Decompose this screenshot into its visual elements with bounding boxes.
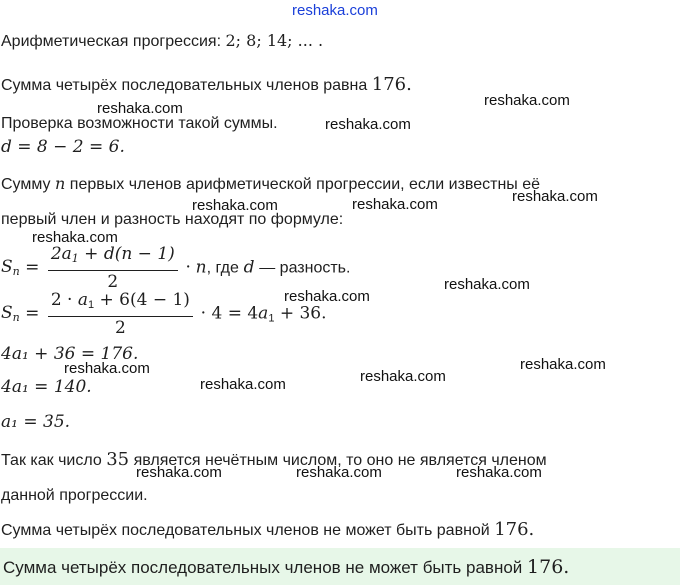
watermark: reshaka.com [284, 288, 370, 305]
watermark: reshaka.com [32, 229, 118, 246]
formula-intro-line-1 [1, 174, 540, 195]
watermark: reshaka.com [456, 464, 542, 481]
watermark: reshaka.com [484, 92, 570, 109]
watermark: reshaka.com [64, 360, 150, 377]
answer-text [3, 556, 569, 579]
sum-statement: Сумма четырёх последовательных членов равна [1, 77, 368, 94]
conclusion-line [1, 520, 534, 541]
site-logo[interactable]: reshaka.com [292, 2, 378, 19]
progression-terms: 2; 8; 14; ... . [225, 31, 324, 50]
sum-value: 176. [371, 74, 412, 95]
watermark: reshaka.com [360, 368, 446, 385]
equation-4a1: 4a₁ = 140. [1, 377, 92, 397]
odd-line-2: данной прогрессии. [1, 487, 148, 504]
formula-intro-1b: n [55, 174, 66, 193]
sum-formula: $S_n$ = $\frac{2a_1 + d(n - 1)}{2}$ · n, где d — разность. [1, 244, 351, 292]
watermark: reshaka.com [444, 276, 530, 293]
conclusion-text: Сумма четырёх последовательных членов не может быть равной [1, 522, 490, 539]
formula-intro-line-2: первый член и разность находят по формуле: [1, 211, 344, 228]
odd-1b: 35 [106, 449, 130, 470]
watermark: reshaka.com [136, 464, 222, 481]
watermark: reshaka.com [325, 116, 411, 133]
watermark: reshaka.com [520, 356, 606, 373]
odd-1a: Так как число [1, 452, 102, 469]
watermark: reshaka.com [512, 188, 598, 205]
progression-intro: Арифметическая прогрессия: [1, 33, 222, 50]
progression-line [1, 31, 323, 52]
equation-a1: a₁ = 35. [1, 412, 71, 432]
equation-4a1-36: 4a₁ + 36 = 176. [1, 344, 139, 364]
watermark: reshaka.com [192, 197, 278, 214]
formula-intro-1c: первых членов арифметической прогрессии, если известны её [69, 176, 541, 193]
watermark: reshaka.com [97, 100, 183, 117]
sum-substitution: $S_n$ = $\frac{2 \cdot a_1 + 6(4 - 1)}{2}$ · $4 = 4a_1 + 36$. [1, 290, 327, 338]
watermark: reshaka.com [352, 196, 438, 213]
watermark: reshaka.com [200, 376, 286, 393]
conclusion-value: 176. [494, 519, 535, 540]
sum-statement-line [1, 75, 412, 96]
watermark: reshaka.com [296, 464, 382, 481]
answer-value: 176. [527, 556, 570, 578]
check-heading: Проверка возможности такой суммы. [1, 115, 278, 132]
odd-1c: является нечётным числом, то оно не является членом [133, 452, 547, 469]
formula-intro-1a: Сумму [1, 176, 51, 193]
answer-label: Сумма четырёх последовательных членов не может быть равной [3, 558, 523, 577]
difference-equation: d = 8 − 2 = 6. [1, 137, 125, 157]
